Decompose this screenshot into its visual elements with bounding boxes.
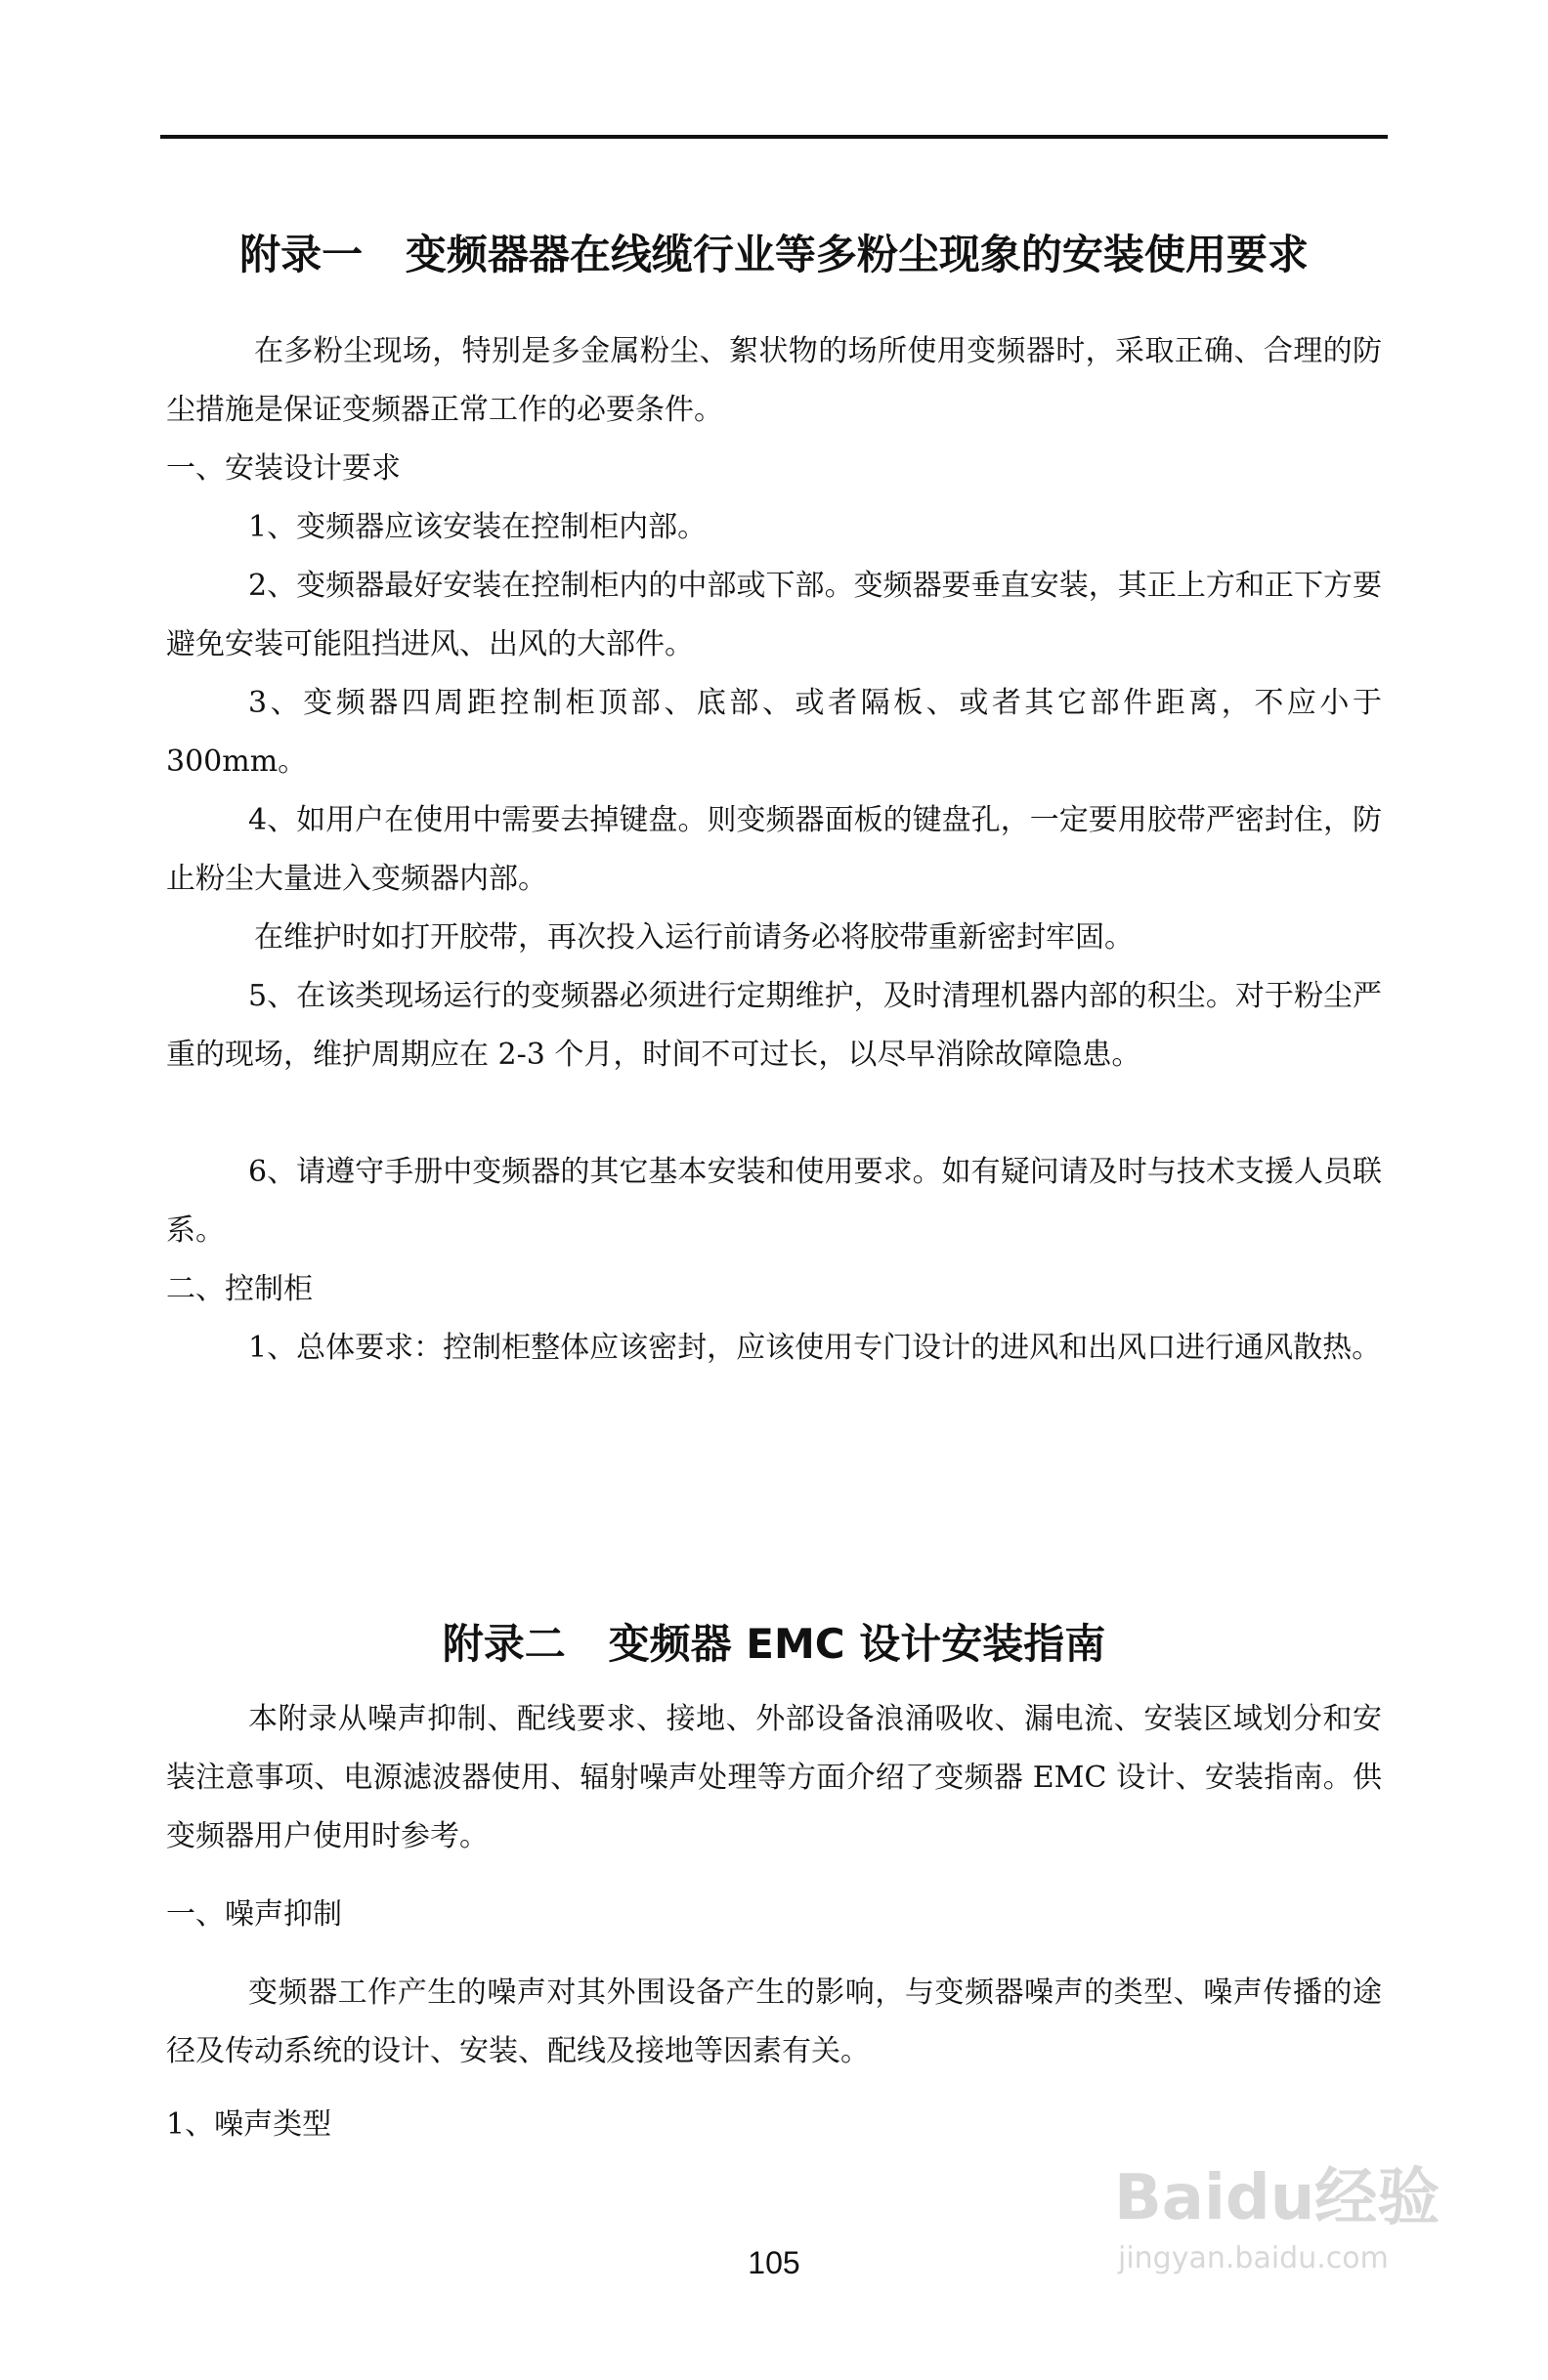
appendix2-title: 附录二 变频器 EMC 设计安装指南 xyxy=(442,1620,1106,1668)
appendix1-item-6: 6、请遵守手册中变频器的其它基本安装和使用要求。如有疑问请及时与技术支援人员联系。 xyxy=(166,1155,1382,1248)
watermark-url: jingyan.baidu.com xyxy=(1118,2241,1389,2275)
appendix2-section1-heading: 一、噪声抑制 xyxy=(166,1897,342,1932)
appendix1-section2-heading: 二、控制柜 xyxy=(166,1272,313,1306)
appendix1-item-5: 5、在该类现场运行的变频器必须进行定期维护，及时清理机器内部的积尘。对于粉尘严重的现场，维护周期应在 2-3 个月，时间不可过长，以尽早消除故障隐患。 xyxy=(166,979,1382,1072)
appendix1-item-3: 3、变频器四周距控制柜顶部、底部、或者隔板、或者其它部件距离，不应小于 300mm。 xyxy=(166,686,1382,779)
page-number: 105 xyxy=(748,2245,800,2280)
appendix2-section1-text: 变频器工作产生的噪声对其外围设备产生的影响，与变频器噪声的类型、噪声传播的途径及传动系统的设计、安装、配线及接地等因素有关。 xyxy=(166,1976,1382,2068)
header-rule xyxy=(160,135,1388,139)
watermark-brand: Baidu经验 xyxy=(1114,2162,1440,2234)
appendix1-intro: 在多粉尘现场，特别是多金属粉尘、絮状物的场所使用变频器时，采取正确、合理的防尘措施是保证变频器正常工作的必要条件。 xyxy=(166,334,1382,427)
appendix1-section2-item: 1、总体要求：控制柜整体应该密封，应该使用专门设计的进风和出风口进行通风散热。 xyxy=(248,1331,1382,1365)
appendix1-item-2: 2、变频器最好安装在控制柜内的中部或下部。变频器要垂直安装，其正上方和正下方要避免安装可能阻挡进风、出风的大部件。 xyxy=(166,569,1382,661)
appendix1-section1-heading: 一、安装设计要求 xyxy=(166,451,401,486)
appendix1-item-4: 4、如用户在使用中需要去掉键盘。则变频器面板的键盘孔，一定要用胶带严密封住，防止粉尘大量进入变频器内部。 xyxy=(166,803,1382,896)
appendix2-intro: 本附录从噪声抑制、配线要求、接地、外部设备浪涌吸收、漏电流、安装区域划分和安装注意事项、电源滤波器使用、辐射噪声处理等方面介绍了变频器 EMC 设计、安装指南。供变频器用户使用时参考。 xyxy=(166,1702,1382,1853)
appendix1-item-1: 1、变频器应该安装在控制柜内部。 xyxy=(248,510,708,544)
baidu-watermark xyxy=(1114,2147,1446,2294)
appendix2-sub-heading: 1、噪声类型 xyxy=(166,2107,332,2142)
appendix1-maintenance-note: 在维护时如打开胶带，再次投入运行前请务必将胶带重新密封牢固。 xyxy=(254,920,1134,955)
appendix1-title: 附录一 变频器器在线缆行业等多粉尘现象的安装使用要求 xyxy=(239,231,1309,278)
